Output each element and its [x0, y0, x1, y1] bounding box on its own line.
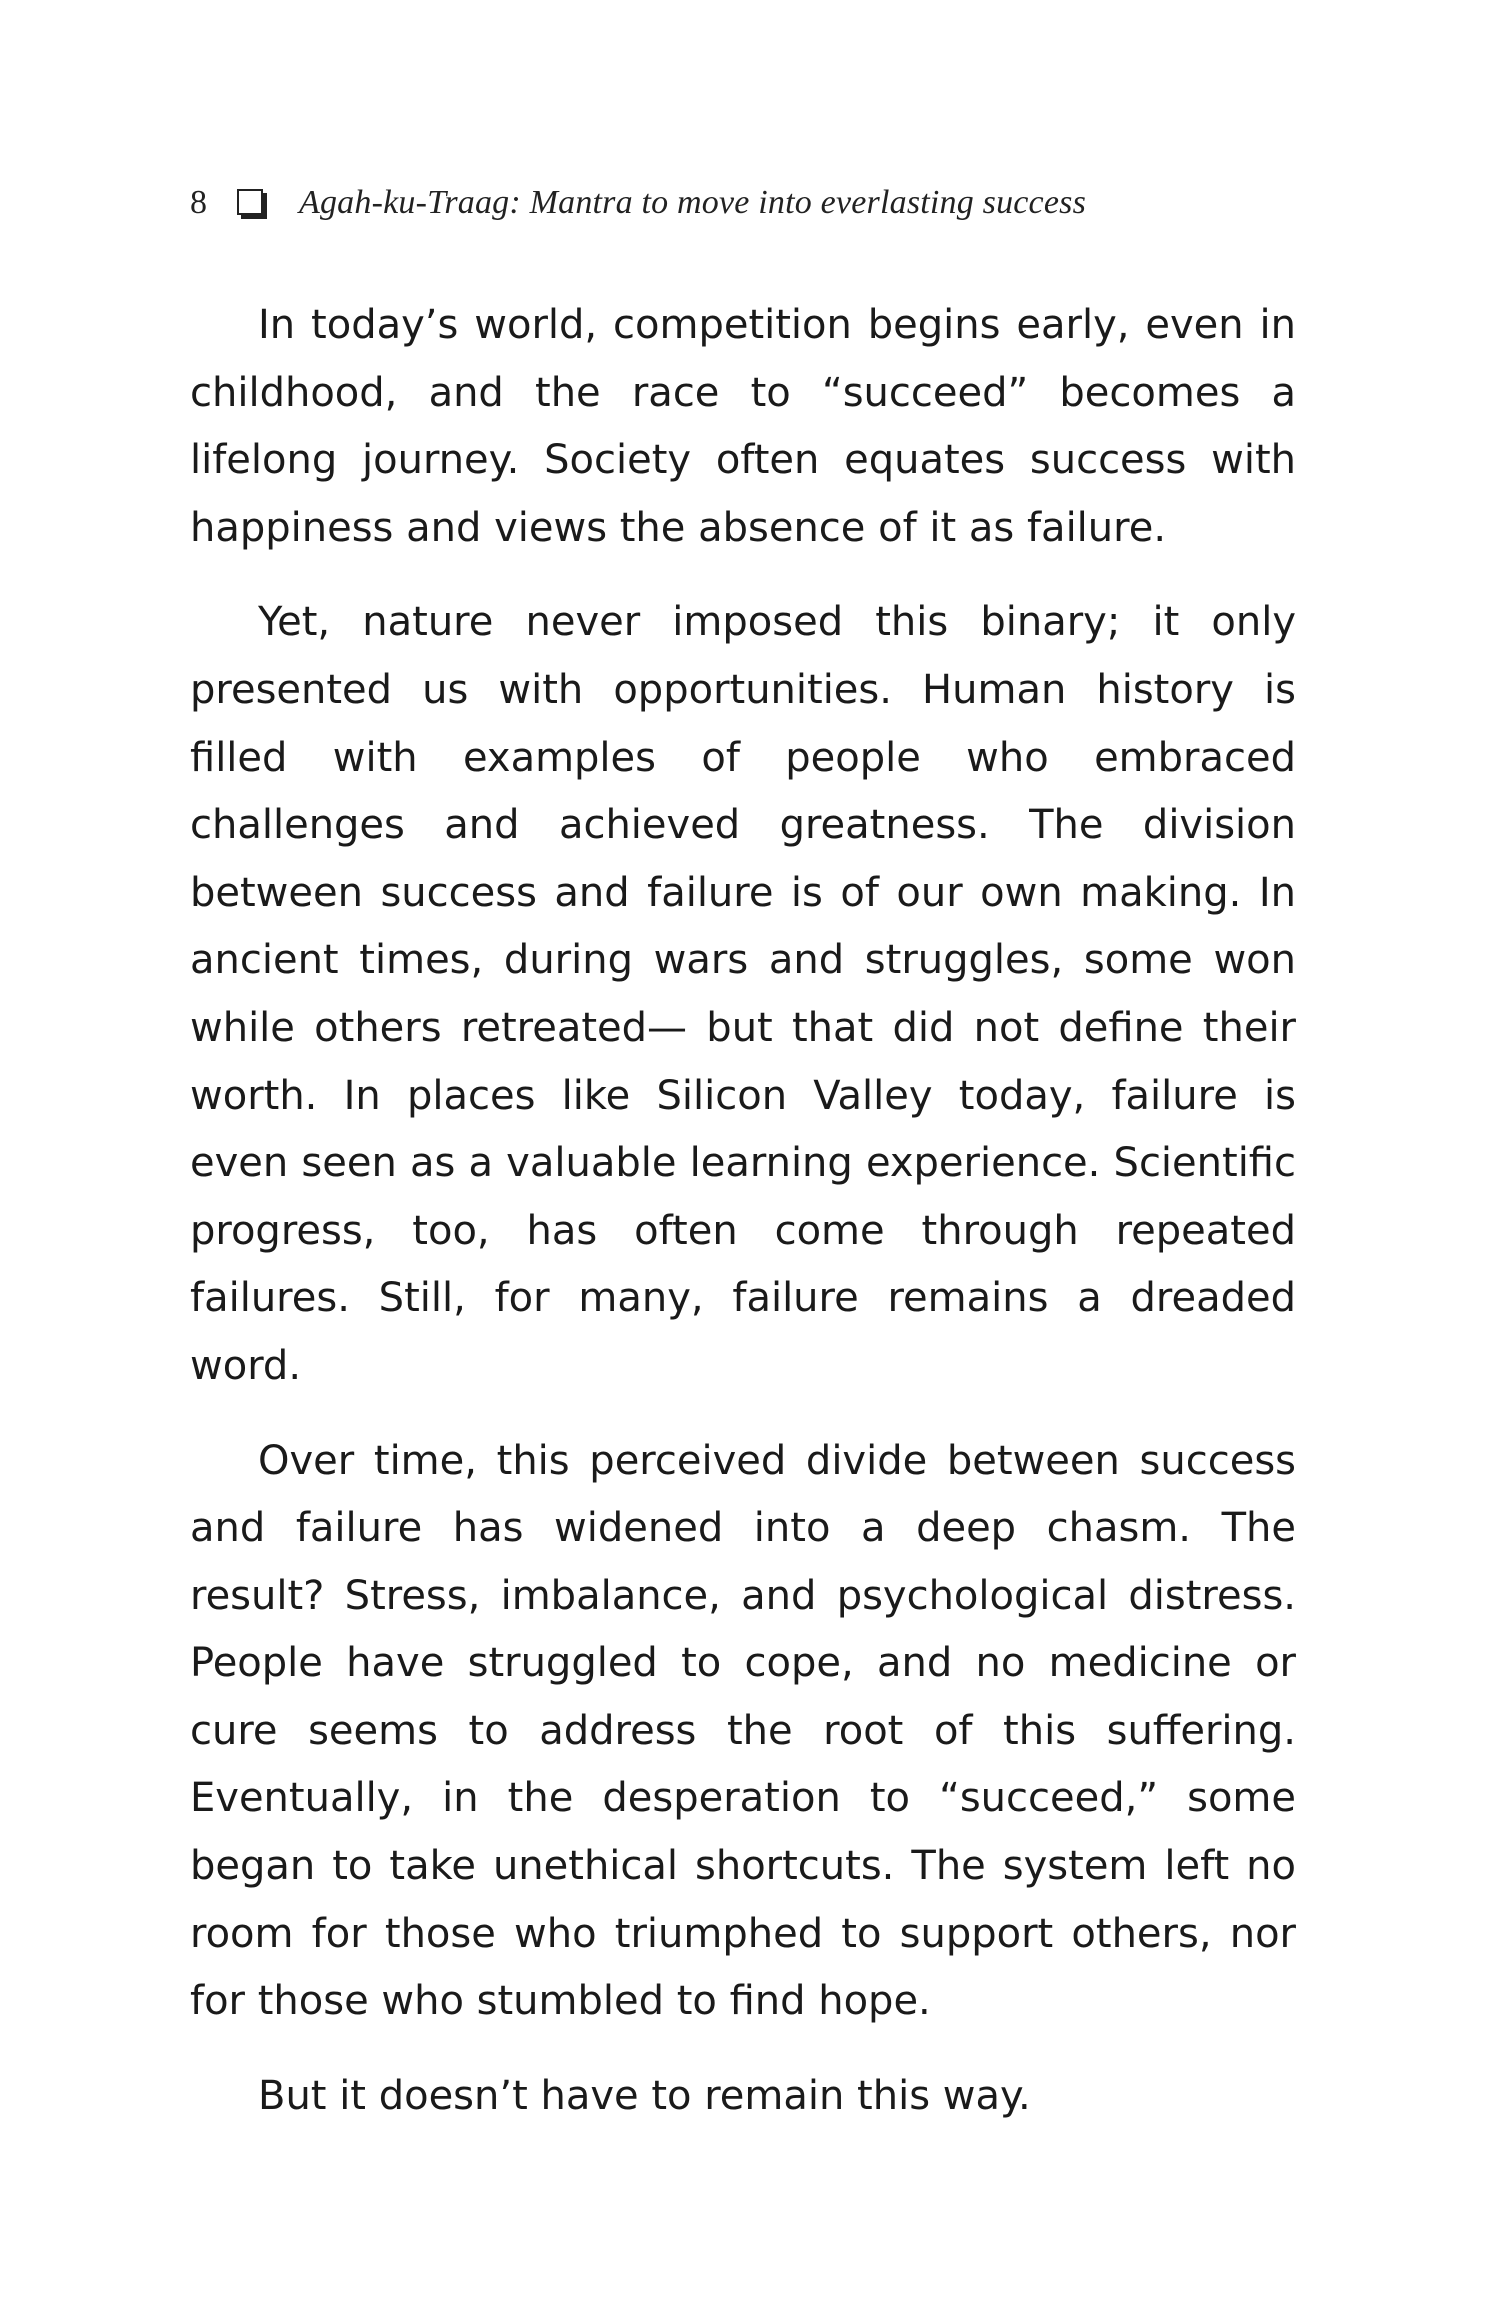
paragraph: Yet, nature never imposed this binary; it only presented us with opportunities. Human history is filled with examples of people who embraced challenges and achieved greatness. The division between success and failure is of our own making. In ancient times, during wars and struggles, some won while others retreated— but that did not define their worth. In places like Silicon Valley today, failure is even seen as a valuable learning experience. Scientific progress, too, has often come through repeated failures. Still, for many, failure remains a dreaded word. [190, 599, 1296, 1389]
paragraph: Over time, this perceived divide between success and failure has widened into a deep chasm. The result? Stress, imbalance, and psychological distress. People have struggled to cope, and no medicine or cure seems to address the root of this suffering. Eventually, in the desperation to “succeed,” some began to take unethical shortcuts. The system left no room for those who triumphed to support others, nor for those who stumbled to find hope. [190, 1437, 1296, 2025]
box-bullet-icon [237, 189, 263, 215]
paragraph: But it doesn’t have to remain this way. [258, 2072, 1031, 2119]
body-text [190, 292, 1296, 2157]
running-title: Agah-ku-Traag: Mantra to move into everlasting success [299, 184, 1087, 221]
paragraph: In today’s world, competition begins early, even in childhood, and the race to “succeed” becomes a lifelong journey. Society often equates success with happiness and views the absence of it as failure. [190, 302, 1296, 551]
page-number: 8 [190, 184, 207, 221]
running-head [190, 178, 1086, 228]
